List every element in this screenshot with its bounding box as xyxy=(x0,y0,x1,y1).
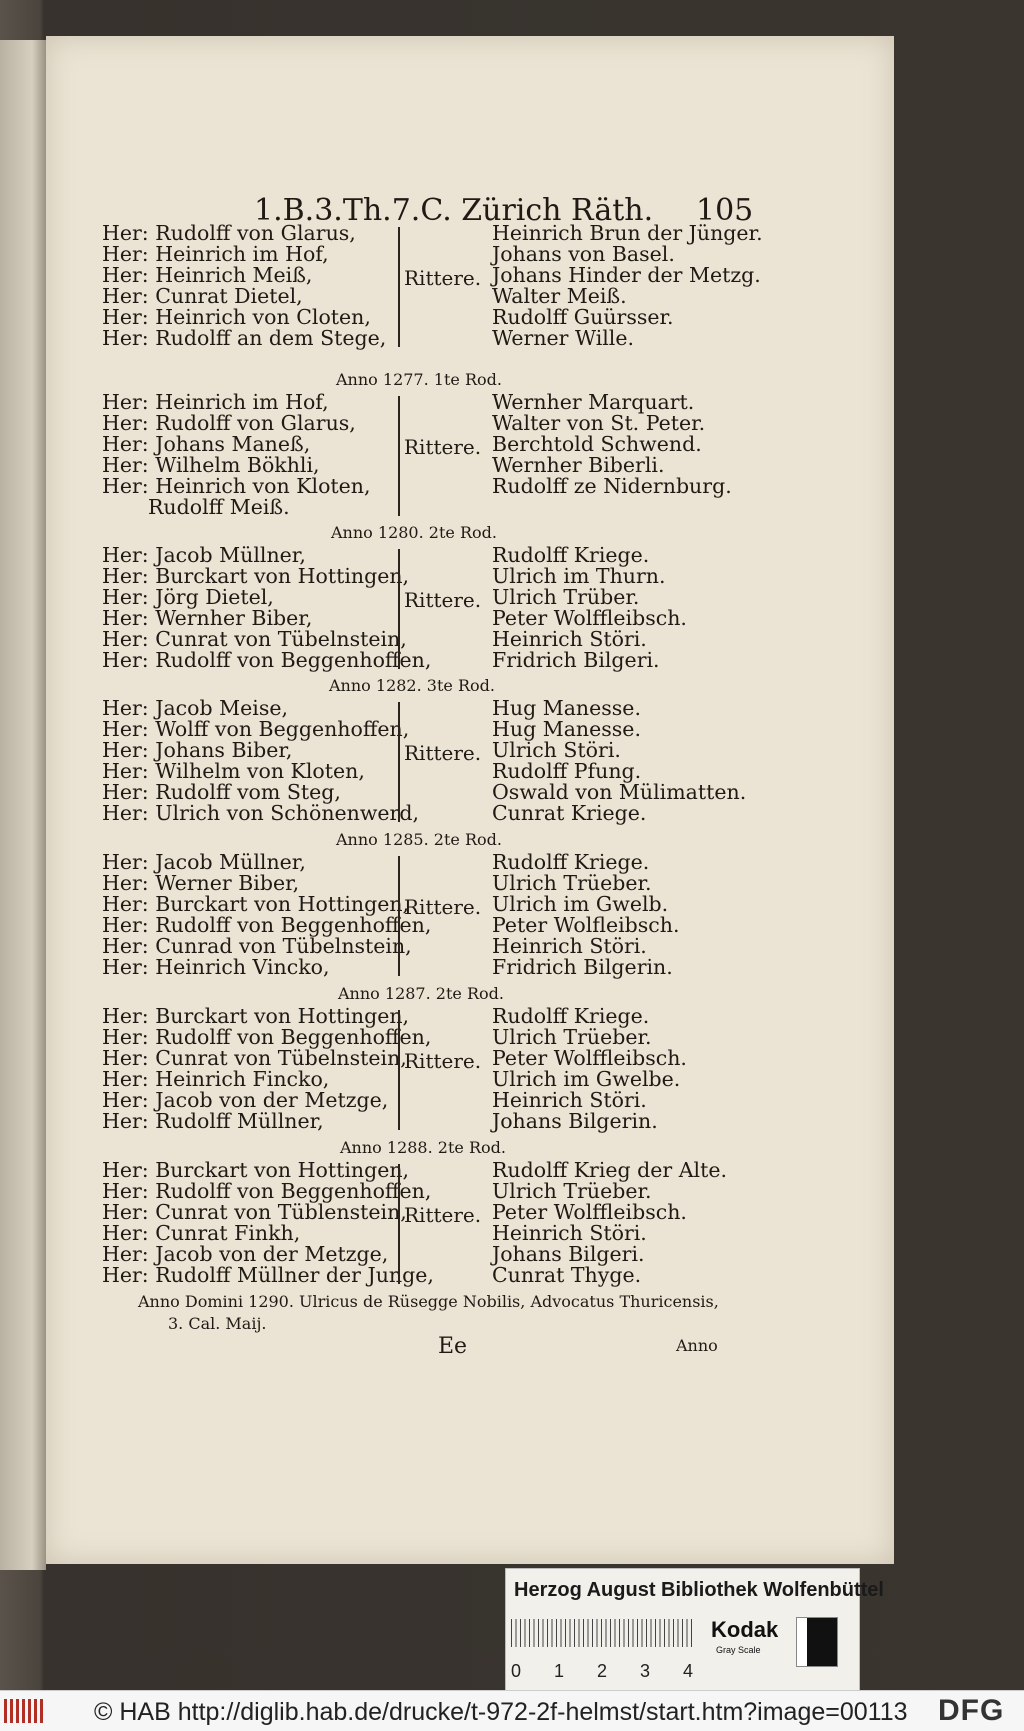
member-name: Rudolff Kriege. xyxy=(492,850,650,874)
member-name: Wernher Marquart. xyxy=(492,390,695,414)
library-label xyxy=(505,1568,884,1708)
councillor-name: Her: Johans Biber, xyxy=(102,738,293,762)
member-name: Fridrich Bilgeri. xyxy=(492,648,660,672)
member-name: Rudolff Kriege. xyxy=(492,1004,650,1028)
member-name: Wernher Biberli. xyxy=(492,453,665,477)
anno-heading: Anno 1282. 3te Rod. xyxy=(329,676,495,695)
councillor-name: Her: Jacob von der Metzge, xyxy=(102,1242,389,1266)
gray-scale-patch xyxy=(796,1617,838,1667)
councillor-name: Her: Burckart von Hottingen, xyxy=(102,564,410,588)
ruler-number: 3 xyxy=(639,1661,650,1681)
member-name: Hug Manesse. xyxy=(492,717,641,741)
councillor-name: Her: Cunrat Dietel, xyxy=(102,284,303,308)
anno-heading: Anno 1280. 2te Rod. xyxy=(331,523,497,542)
member-name: Rudolff Kriege. xyxy=(492,543,650,567)
member-name: Heinrich Störi. xyxy=(492,1221,647,1245)
member-name: Ulrich im Gwelb. xyxy=(492,892,669,916)
councillor-name: Her: Cunrad von Tübelnstein, xyxy=(102,934,412,958)
member-name: Ulrich Trüber. xyxy=(492,585,640,609)
councillor-name: Her: Heinrich von Cloten, xyxy=(102,305,371,329)
scale-ruler xyxy=(511,1619,693,1647)
member-name: Ulrich Trüeber. xyxy=(492,1025,652,1049)
councillor-name: Her: Heinrich Vincko, xyxy=(102,955,330,979)
running-header: 1.B.3.Th.7.C. Zürich Räth. xyxy=(254,193,654,228)
councillor-name: Her: Rudolff Müllner der Junge, xyxy=(102,1263,434,1287)
book-page xyxy=(46,36,894,1564)
member-name: Ulrich Trüeber. xyxy=(492,871,652,895)
ritter-label: Rittere. xyxy=(404,587,482,612)
member-name: Johans Bilgeri. xyxy=(492,1242,645,1266)
member-name: Heinrich Störi. xyxy=(492,627,647,651)
brace-divider xyxy=(392,396,400,516)
councillor-name: Her: Wolff von Beggenhoffen, xyxy=(102,717,410,741)
member-name: Cunrat Thyge. xyxy=(492,1263,642,1287)
member-name: Peter Wolffleibsch. xyxy=(492,1200,687,1224)
member-name: Johans Bilgerin. xyxy=(492,1109,658,1133)
page-content xyxy=(46,36,894,1564)
councillor-name: Her: Rudolff von Beggenhoffen, xyxy=(102,648,432,672)
member-name: Berchtold Schwend. xyxy=(492,432,702,456)
councillor-name: Her: Werner Biber, xyxy=(102,871,300,895)
viewer-footer-bar xyxy=(0,1690,1024,1731)
councillor-name: Her: Jacob Müllner, xyxy=(102,543,306,567)
councillor-name: Her: Jörg Dietel, xyxy=(102,585,274,609)
councillor-name: Her: Cunrat von Tübelnstein, xyxy=(102,1046,407,1070)
member-name: Heinrich Brun der Jünger. xyxy=(492,221,763,245)
councillor-name: Her: Rudolff von Beggenhoffen, xyxy=(102,1179,432,1203)
councillor-name: Her: Heinrich Meiß, xyxy=(102,263,313,287)
source-url[interactable]: © HAB http://diglib.hab.de/drucke/t-972-2f-helmst/start.htm?image=00113 xyxy=(94,1698,908,1726)
ritter-label: Rittere. xyxy=(404,265,482,290)
brace-divider xyxy=(392,549,400,669)
ruler-numbers xyxy=(511,1661,693,1682)
ritter-label: Rittere. xyxy=(404,740,482,765)
previous-page-edge xyxy=(0,40,46,1570)
library-title: Herzog August Bibliothek Wolfenbüttel xyxy=(514,1579,884,1601)
ritter-label: Rittere. xyxy=(404,434,482,459)
ritter-label: Rittere. xyxy=(404,894,482,919)
member-name: Cunrat Kriege. xyxy=(492,801,647,825)
brace-divider xyxy=(392,1010,400,1130)
member-name: Ulrich Trüeber. xyxy=(492,1179,652,1203)
councillor-name: Her: Rudolff von Glarus, xyxy=(102,221,356,245)
member-name: Rudolff Krieg der Alte. xyxy=(492,1158,727,1182)
ruler-number: 1 xyxy=(553,1661,564,1681)
kodak-logo: Kodak xyxy=(711,1617,779,1642)
member-name: Johans von Basel. xyxy=(492,242,675,266)
ritter-label: Rittere. xyxy=(404,1202,482,1227)
councillor-name: Her: Ulrich von Schönenwerd, xyxy=(102,801,419,825)
councillor-name: Her: Rudolff von Beggenhoffen, xyxy=(102,913,432,937)
brace-divider xyxy=(392,227,400,347)
councillor-name: Her: Wilhelm Bökhli, xyxy=(102,453,320,477)
member-name: Peter Wolffleibsch. xyxy=(492,606,687,630)
member-name: Fridrich Bilgerin. xyxy=(492,955,673,979)
dfg-logo: DFG xyxy=(938,1694,1005,1727)
councillor-name: Her: Rudolff von Beggenhoffen, xyxy=(102,1025,432,1049)
brace-divider xyxy=(392,702,400,822)
councillor-name: Her: Cunrat von Tübelnstein, xyxy=(102,627,407,651)
catchword: Anno xyxy=(676,1336,718,1355)
councillor-name: Her: Jacob Müllner, xyxy=(102,850,306,874)
member-name: Oswald von Mülimatten. xyxy=(492,780,747,804)
councillor-name: Her: Heinrich im Hof, xyxy=(102,390,329,414)
councillor-name: Her: Cunrat Finkh, xyxy=(102,1221,301,1245)
councillor-name: Her: Heinrich im Hof, xyxy=(102,242,329,266)
anno-heading: Anno 1285. 2te Rod. xyxy=(336,830,502,849)
councillor-name: Rudolff Meiß. xyxy=(148,495,290,519)
gray-scale-label: Gray Scale xyxy=(716,1645,761,1655)
page-number: 105 xyxy=(696,193,754,228)
councillor-name: Her: Rudolff vom Steg, xyxy=(102,780,341,804)
member-name: Rudolff Guürsser. xyxy=(492,305,674,329)
member-name: Hug Manesse. xyxy=(492,696,641,720)
member-name: Walter Meiß. xyxy=(492,284,627,308)
councillor-name: Her: Johans Maneß, xyxy=(102,432,311,456)
ruler-number: 2 xyxy=(596,1661,607,1681)
councillor-name: Her: Burckart von Hottingen, xyxy=(102,1004,410,1028)
councillor-name: Her: Heinrich von Kloten, xyxy=(102,474,371,498)
councillor-name: Her: Burckart von Hottingen, xyxy=(102,892,410,916)
member-name: Heinrich Störi. xyxy=(492,1088,647,1112)
councillor-name: Her: Rudolff von Glarus, xyxy=(102,411,356,435)
councillor-name: Her: Rudolff an dem Stege, xyxy=(102,326,387,350)
footer-date: 3. Cal. Maij. xyxy=(168,1314,267,1333)
councillor-name: Her: Jacob von der Metzge, xyxy=(102,1088,389,1112)
anno-heading: Anno 1287. 2te Rod. xyxy=(338,984,504,1003)
member-name: Werner Wille. xyxy=(492,326,635,350)
ritter-label: Rittere. xyxy=(404,1048,482,1073)
councillor-name: Her: Heinrich Fincko, xyxy=(102,1067,330,1091)
councillor-name: Her: Wilhelm von Kloten, xyxy=(102,759,365,783)
member-name: Heinrich Störi. xyxy=(492,934,647,958)
barcode-logo-icon xyxy=(4,1699,44,1723)
member-name: Ulrich Störi. xyxy=(492,738,621,762)
councillor-name: Her: Burckart von Hottingen, xyxy=(102,1158,410,1182)
member-name: Peter Wolffleibsch. xyxy=(492,1046,687,1070)
signature-mark: Ee xyxy=(438,1334,468,1359)
councillor-name: Her: Jacob Meise, xyxy=(102,696,288,720)
brace-divider xyxy=(392,1164,400,1284)
councillor-name: Her: Wernher Biber, xyxy=(102,606,313,630)
member-name: Rudolff ze Nidernburg. xyxy=(492,474,732,498)
member-name: Rudolff Pfung. xyxy=(492,759,642,783)
member-name: Ulrich im Gwelbe. xyxy=(492,1067,681,1091)
councillor-name: Her: Cunrat von Tüblenstein, xyxy=(102,1200,407,1224)
footer-note: Anno Domini 1290. Ulricus de Rüsegge Nobilis, Advocatus Thuricensis, xyxy=(138,1292,719,1311)
councillor-name: Her: Rudolff Müllner, xyxy=(102,1109,324,1133)
member-name: Walter von St. Peter. xyxy=(492,411,706,435)
member-name: Ulrich im Thurn. xyxy=(492,564,666,588)
member-name: Johans Hinder der Metzg. xyxy=(492,263,761,287)
anno-heading: Anno 1288. 2te Rod. xyxy=(340,1138,506,1157)
ruler-number: 0 xyxy=(511,1661,522,1681)
anno-heading: Anno 1277. 1te Rod. xyxy=(336,370,502,389)
brace-divider xyxy=(392,856,400,976)
member-name: Peter Wolfleibsch. xyxy=(492,913,680,937)
ruler-number: 4 xyxy=(682,1661,693,1681)
